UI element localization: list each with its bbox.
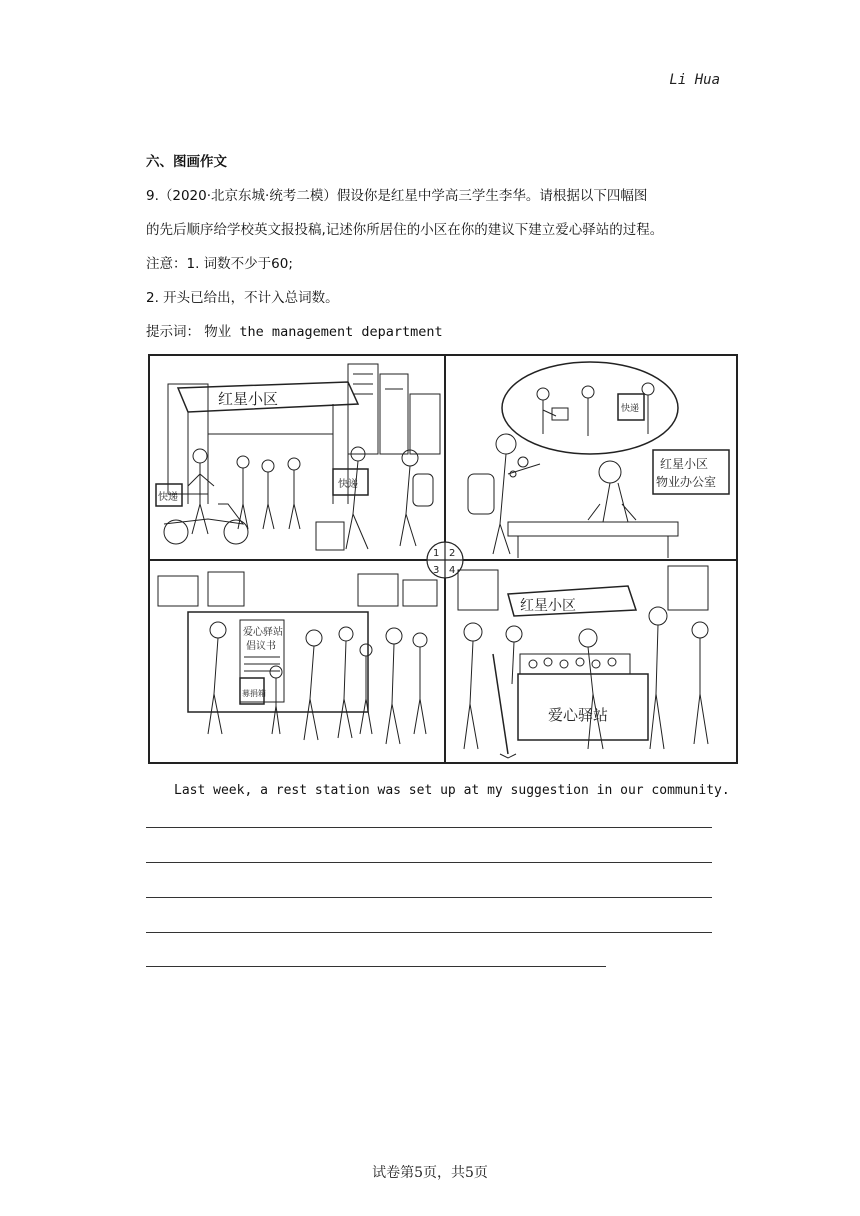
answer-line[interactable]	[146, 862, 712, 863]
student-name: Li Hua	[669, 72, 720, 88]
answer-line-last[interactable]	[146, 966, 606, 967]
panel-number-1: 1	[433, 548, 440, 559]
scooter-box-label: 快递	[158, 492, 178, 503]
package-label: 快递	[338, 479, 358, 490]
poster-title: 爱心驿站	[243, 627, 283, 638]
question-text-line-2: 的先后顺序给学校英文报投稿,记述你所居住的小区在你的建议下建立爱心驿站的过程。	[146, 222, 664, 238]
answer-line[interactable]	[146, 932, 712, 933]
essay-opening-sentence: Last week, a rest station was set up at my suggestion in our community.	[174, 783, 730, 798]
panel-number-4: 4	[449, 565, 456, 576]
station-sign-text: 爱心驿站	[548, 706, 609, 724]
answer-line[interactable]	[146, 827, 712, 828]
panel-2-management-office	[468, 362, 729, 558]
gate-sign-text: 红星小区	[218, 390, 279, 408]
panel-number-2: 2	[449, 548, 456, 559]
office-sign-line-1: 红星小区	[660, 457, 709, 471]
answer-line[interactable]	[146, 897, 712, 898]
hint-words	[146, 320, 443, 340]
note-opening-given: 2. 开头已给出，不计入总词数。	[146, 290, 339, 306]
panel-4-love-station	[458, 566, 708, 758]
four-panel-illustration	[148, 354, 738, 764]
office-sign-line-2: 物业办公室	[656, 475, 717, 489]
hint-label: 提示词：	[146, 324, 200, 340]
panel-1-community-gate	[156, 364, 440, 550]
poster-subtitle: 倡议书	[246, 641, 276, 652]
hint-vocabulary: 物业 the management department	[204, 324, 443, 340]
donation-box-label: 募捐箱	[242, 689, 266, 698]
section-title: 六、图画作文	[146, 154, 227, 170]
page-footer: 试卷第5页，共5页	[372, 1165, 488, 1181]
question-text-line-1: 9.（2020·北京东城·统考二模）假设你是红星中学高三学生李华。请根据以下四幅图	[146, 188, 648, 204]
panel-number-3: 3	[433, 565, 440, 576]
note-word-count: 注意：1. 词数不少于60;	[146, 256, 293, 272]
panel-4-gate-sign: 红星小区	[520, 598, 576, 614]
bubble-package-label: 快递	[621, 404, 640, 414]
panel-3-proposal-notice	[158, 572, 437, 744]
